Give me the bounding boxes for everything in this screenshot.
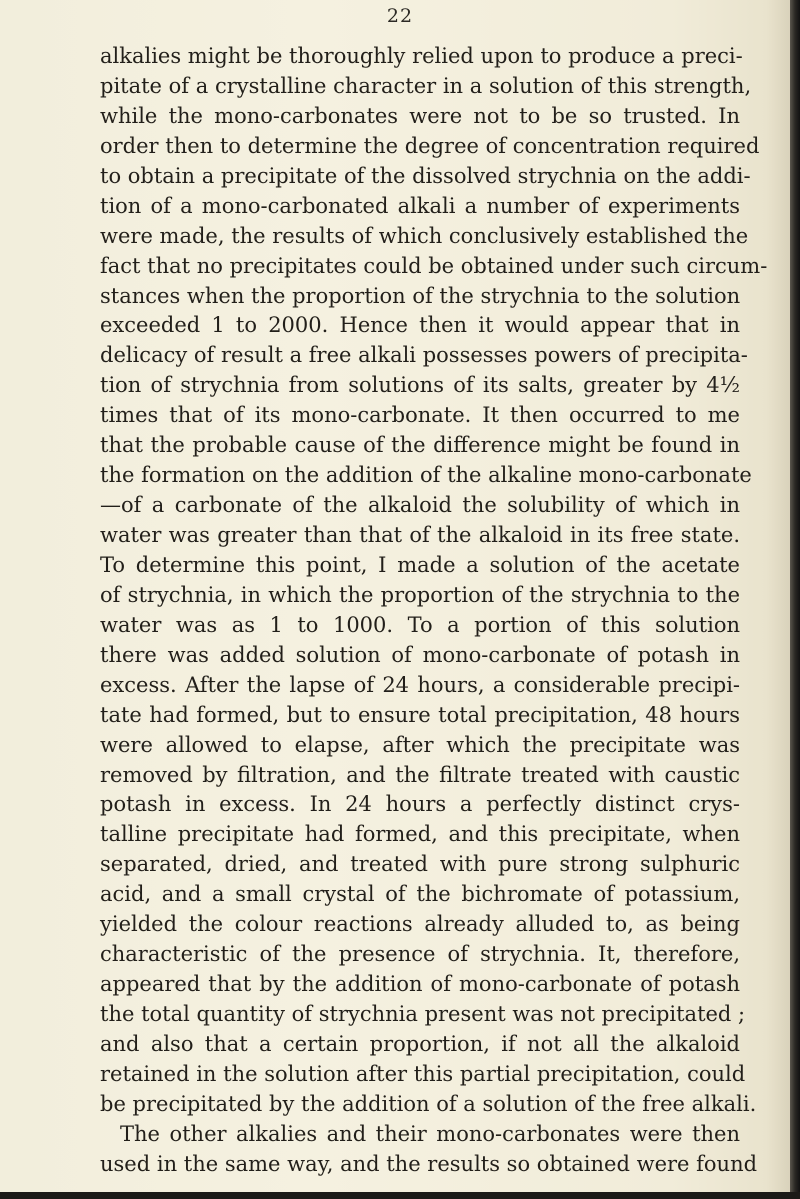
text-line: alkalies might be thoroughly relied upon to produce a preci-	[100, 44, 743, 68]
text-line: exceeded 1 to 2000. Hence then it would appear that in	[100, 313, 740, 338]
text-line: excess. After the lapse of 24 hours, a considerable precipi-	[100, 672, 740, 697]
text-line: water was as 1 to 1000. To a portion of this solution	[100, 612, 740, 637]
text-line: stances when the proportion of the strychnia to the solution	[100, 283, 741, 308]
text-line: of strychnia, in which the proportion of the strychnia to the	[100, 582, 740, 607]
text-line: were made, the results of which conclusively established the	[100, 223, 749, 248]
text-line: there was added solution of mono-carbonate of potash in	[100, 642, 740, 667]
text-line: used in the same way, and the results so obtained were found	[100, 1151, 758, 1176]
text-line: the formation on the addition of the alkaline mono-carbonate	[100, 463, 752, 488]
text-line: fact that no precipitates could be obtained under such circum-	[100, 253, 768, 278]
text-line: while the mono-carbonates were not to be so trusted. In	[100, 103, 740, 128]
text-line: characteristic of the presence of strychnia. It, therefore,	[100, 942, 740, 967]
text-line: that the probable cause of the difference might be found in	[100, 433, 740, 458]
text-line: pitate of a crystalline character in a solution of this strength,	[100, 73, 752, 98]
text-line: retained in the solution after this partial precipitation, could	[100, 1061, 746, 1086]
text-line: order then to determine the degree of concentration required	[100, 133, 760, 158]
text-line: delicacy of result a free alkali possesses powers of precipita-	[100, 343, 748, 368]
page-number: 22	[386, 5, 414, 27]
book-spine-edge	[790, 0, 800, 1199]
text-line: times that of its mono-carbonate. It then occurred to me	[100, 403, 740, 428]
text-line: separated, dried, and treated with pure strong sulphuric	[100, 852, 740, 877]
page-bottom-edge	[0, 1192, 800, 1199]
text-line: tate had formed, but to ensure total precipitation, 48 hours	[100, 702, 740, 727]
text-line: the total quantity of strychnia present was not precipitated ;	[100, 1002, 746, 1026]
text-line: water was greater than that of the alkaloid in its free state.	[100, 523, 740, 547]
text-line: —of a carbonate of the alkaloid the solubility of which in	[100, 493, 740, 518]
body-text	[100, 42, 768, 1180]
text-line: yielded the colour reactions already alluded to, as being	[100, 912, 740, 937]
text-line: to obtain a precipitate of the dissolved strychnia on the addi-	[100, 163, 751, 188]
text-line: removed by filtration, and the filtrate treated with caustic	[100, 762, 740, 787]
text-line: be precipitated by the addition of a solution of the free alkali.	[100, 1091, 757, 1116]
text-line: To determine this point, I made a solution of the acetate	[100, 552, 740, 577]
text-line: The other alkalies and their mono-carbonates were then	[120, 1121, 740, 1146]
text-line: appeared that by the addition of mono-carbonate of potash	[100, 972, 740, 997]
text-line: were allowed to elapse, after which the precipitate was	[100, 732, 740, 757]
text-line: talline precipitate had formed, and this precipitate, when	[100, 822, 740, 847]
text-line: tion of a mono-carbonated alkali a number of experiments	[100, 193, 740, 218]
text-line: and also that a certain proportion, if not all the alkaloid	[100, 1031, 740, 1056]
text-line: potash in excess. In 24 hours a perfectly distinct crys-	[100, 792, 740, 817]
text-line: tion of strychnia from solutions of its salts, greater by 4½	[100, 373, 740, 398]
text-line: acid, and a small crystal of the bichromate of potassium,	[100, 882, 740, 907]
